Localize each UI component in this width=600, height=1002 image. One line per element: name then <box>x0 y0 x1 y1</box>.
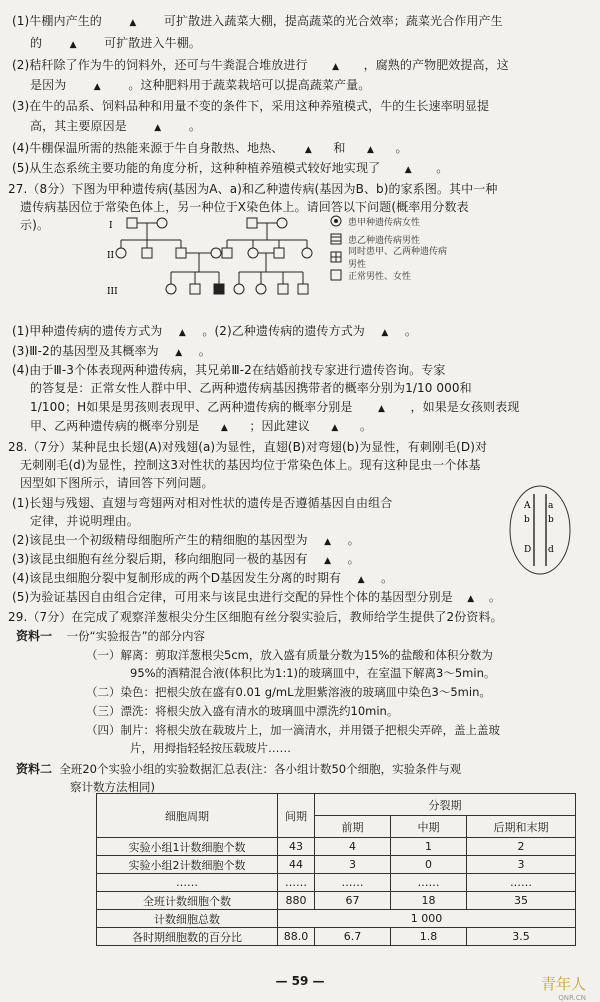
q27-answer-4c: 1/100；H如果是男孩则表现甲、乙两种遗传病的概率分别是 ▲ ，如果是女孩则表现 <box>30 400 519 417</box>
table-cell: 880 <box>278 892 315 910</box>
pedigree-female <box>302 248 312 258</box>
table-cell: 67 <box>315 892 391 910</box>
answer-blank[interactable]: ▲ <box>175 348 183 358</box>
legend-item: 同时患甲、乙两种遗传病男性 <box>330 248 450 266</box>
material-1-step-4: （四）制片：将根尖放在载玻片上，加一滴清水，并用镊子把根尖弄碎，盖上盖玻 <box>86 723 500 737</box>
gene-label: b <box>524 515 530 525</box>
pedigree-male <box>127 218 137 228</box>
table-row <box>97 892 576 910</box>
row-label: 计数细胞总数 <box>97 910 278 928</box>
answer-blank[interactable]: ▲ <box>357 575 365 585</box>
answer-blank[interactable]: ▲ <box>178 328 186 338</box>
gene-label: D <box>524 545 532 555</box>
q28-stem-3: 因型如下图所示，请回答下列问题。 <box>20 476 214 490</box>
table-row <box>97 928 576 946</box>
pedigree-female <box>248 248 258 258</box>
q28-sub-5: (5)为验证基因自由组合定律，可用来与该昆虫进行交配的异性个体的基因型分别是 ▲ 。 <box>12 590 501 607</box>
answer-blank[interactable]: ▲ <box>154 123 162 133</box>
answer-blank[interactable]: ▲ <box>129 18 137 28</box>
pedigree-female <box>256 284 266 294</box>
pedigree-male <box>142 248 152 258</box>
table-cell: 0 <box>391 856 467 874</box>
answer-blank[interactable]: ▲ <box>404 165 412 175</box>
q27-answer-4: (4)由于Ⅲ-3个体表现两种遗传病，其兄弟Ⅲ-2在结婚前找专家进行遗传咨询。专家 <box>12 363 446 377</box>
material-1-step-1b: 95%的酒精混合液(体积比为1:1)的玻璃皿中，在室温下解离3～5min。 <box>130 666 496 680</box>
legend-item: 正常男性、女性 <box>330 266 450 284</box>
pedigree-female <box>166 284 176 294</box>
row-label: …… <box>97 874 278 892</box>
q26-line-6: 高，其主要原因是 ▲ 。 <box>30 119 201 136</box>
table-cell: 35 <box>467 892 576 910</box>
table-cell: 1 000 <box>278 910 576 928</box>
answer-blank[interactable]: ▲ <box>304 145 312 155</box>
q26-line-5: (3)在牛的品系、饲料品种和用量不变的条件下，采用这种养殖模式，牛的生长速率明显提 <box>12 99 490 113</box>
pedigree-male <box>190 284 200 294</box>
answer-blank[interactable]: ▲ <box>324 556 332 566</box>
table-cell: 1.8 <box>391 928 467 946</box>
q28-sub-4: (4)该昆虫细胞分裂中复制形成的两个D基因发生分离的时期有 ▲ 。 <box>12 571 393 588</box>
q27-answer-3: (3)Ⅲ-2的基因型及其概率为 ▲ 。 <box>12 344 211 361</box>
material-2-note: 察计数方法相同) <box>70 780 155 794</box>
q27-stem-2: 遗传病基因位于常染色体上，另一种位于X染色体上。请回答以下问题(概率用分数表 <box>20 200 469 214</box>
page-number: — 59 — <box>275 974 325 988</box>
table-cell: …… <box>278 874 315 892</box>
q28-sub-1b: 定律，并说明理由。 <box>30 514 139 528</box>
header-cell: 细胞周期 <box>97 794 278 838</box>
q27-answer-4b: 的答复是：正常女性人群中甲、乙两种遗传病基因携带者的概率分别为1/10 000和 <box>30 381 472 395</box>
material-1-step-4b: 片，用拇指轻轻按压载玻片…… <box>130 741 291 755</box>
table-cell: 4 <box>315 838 391 856</box>
answer-blank[interactable]: ▲ <box>331 423 339 433</box>
pedigree-male <box>176 248 186 258</box>
answer-blank[interactable]: ▲ <box>378 404 386 414</box>
answer-blank[interactable]: ▲ <box>367 145 375 155</box>
q28-sub-2: (2)该昆虫一个初级精母细胞所产生的精细胞的基因型为 ▲ 。 <box>12 533 360 550</box>
answer-blank[interactable]: ▲ <box>324 537 332 547</box>
pedigree-male <box>298 284 308 294</box>
q27-answer-1: (1)甲种遗传病的遗传方式为 ▲ 。(2)乙种遗传病的遗传方式为 ▲ 。 <box>12 324 417 341</box>
square-grid-icon <box>330 251 342 263</box>
q28-sub-1: (1)长翅与残翅、直翅与弯翅两对相对性状的遗传是否遵循基因自由组合 <box>12 496 393 510</box>
circle-dot-icon <box>330 215 342 227</box>
pedigree-female <box>234 284 244 294</box>
table-row <box>97 910 576 928</box>
header-cell: 前期 <box>315 816 391 838</box>
pedigree-legend <box>330 212 450 284</box>
legend-item: 患乙种遗传病男性 <box>330 230 450 248</box>
answer-blank[interactable]: ▲ <box>381 328 389 338</box>
material-1-step-2: （二）染色：把根尖放在盛有0.01 g/mL龙胆紫溶液的玻璃皿中染色3～5min。 <box>86 685 491 699</box>
header-cell: 分裂期 <box>315 794 576 816</box>
row-label: 各时期细胞数的百分比 <box>97 928 278 946</box>
table-cell: …… <box>391 874 467 892</box>
table-cell: 3 <box>467 856 576 874</box>
pedigree-female <box>116 248 126 258</box>
material-2-heading: 资料二 全班20个实验小组的实验数据汇总表(注：各小组计数50个细胞，实验条件与观 <box>16 762 462 776</box>
header-cell: 后期和末期 <box>467 816 576 838</box>
pedigree-male <box>278 284 288 294</box>
table-row <box>97 856 576 874</box>
q26-line-1: (1)牛棚内产生的 ▲ 可扩散进入蔬菜大棚，提高蔬菜的光合效率；蔬菜光合作用产生 <box>12 14 503 31</box>
material-1-step-3: （三）漂洗：将根尖放入盛有清水的玻璃皿中漂洗约10min。 <box>86 704 399 718</box>
row-label: 实验小组1计数细胞个数 <box>97 838 278 856</box>
answer-blank[interactable]: ▲ <box>93 82 101 92</box>
table-cell: 6.7 <box>315 928 391 946</box>
table-cell: 44 <box>278 856 315 874</box>
q26-line-2: 的 ▲ 可扩散进入牛棚。 <box>30 36 201 53</box>
generation-label-2: II <box>107 251 115 261</box>
generation-label-1: I <box>109 221 113 231</box>
pedigree-female <box>211 248 221 258</box>
square-hatched-icon <box>330 233 342 245</box>
answer-blank[interactable]: ▲ <box>69 40 77 50</box>
row-label: 实验小组2计数细胞个数 <box>97 856 278 874</box>
q26-line-7: (4)牛棚保温所需的热能来源于牛自身散热、地热、 ▲ 和 ▲ 。 <box>12 141 408 158</box>
material-1-step-1: （一）解离：剪取洋葱根尖5cm，放入盛有质量分数为15%的盐酸和体积分数为 <box>86 648 493 662</box>
legend-item: 患甲种遗传病女性 <box>330 212 450 230</box>
pedigree-female <box>157 218 167 228</box>
q28-stem-2: 无刺刚毛(d)为显性，控制这3对性状的基因均位于常染色体上。现有这种昆虫一个体基 <box>20 458 481 472</box>
pedigree-male <box>247 218 257 228</box>
chromosome-diagram <box>508 484 572 576</box>
pedigree-male <box>222 248 232 258</box>
header-cell: 中期 <box>391 816 467 838</box>
table-cell: …… <box>315 874 391 892</box>
answer-blank[interactable]: ▲ <box>332 62 340 72</box>
q27-answer-4e: 甲、乙两种遗传病的概率分别是 ▲ ；因此建议 ▲ 。 <box>30 419 372 436</box>
answer-blank[interactable]: ▲ <box>220 423 228 433</box>
q28-stem-1: 28.（7分）某种昆虫长翅(A)对残翅(a)为显性，直翅(B)对弯翅(b)为显性，有刺刚毛(D)对 <box>8 440 488 454</box>
q26-line-3: (2)秸秆除了作为牛的饲料外，还可与牛粪混合堆放进行 ▲ ，腐熟的产物肥效提高，这 <box>12 58 509 75</box>
material-1-heading: 资料一 一份“实验报告”的部分内容 <box>16 629 206 643</box>
q26-line-8: (5)从生态系统主要功能的角度分析，这种种植养殖模式较好地实现了 ▲ 。 <box>12 161 448 178</box>
table-cell: 1 <box>391 838 467 856</box>
square-circle-icon <box>330 269 342 281</box>
table-cell: 3.5 <box>467 928 576 946</box>
data-table <box>96 793 576 946</box>
header-cell: 间期 <box>278 794 315 838</box>
q28-sub-3: (3)该昆虫细胞有丝分裂后期，移向细胞同一极的基因有 ▲ 。 <box>12 552 360 569</box>
q29-stem: 29.（7分）在完成了观察洋葱根尖分生区细胞有丝分裂实验后，教师给学生提供了2份资料。 <box>8 610 503 624</box>
site-logo: 青年人 QNR.CN <box>540 975 586 1002</box>
q26-line-4: 是因为 ▲ 。这种肥料用于蔬菜栽培可以提高蔬菜产量。 <box>30 78 370 95</box>
table-cell: 2 <box>467 838 576 856</box>
gene-label: A <box>524 501 531 511</box>
pedigree-male <box>274 248 284 258</box>
gene-label: b <box>548 515 554 525</box>
table-row <box>97 838 576 856</box>
pedigree-affected-male <box>214 284 224 294</box>
gene-label: a <box>548 501 554 511</box>
table-cell: 88.0 <box>278 928 315 946</box>
table-cell: 43 <box>278 838 315 856</box>
gene-label: d <box>548 545 554 555</box>
table-cell: …… <box>467 874 576 892</box>
generation-label-3: III <box>107 287 118 297</box>
table-row <box>97 874 576 892</box>
q27-stem-3: 示)。 <box>20 218 49 232</box>
answer-blank[interactable]: ▲ <box>467 594 475 604</box>
table-cell: 3 <box>315 856 391 874</box>
pedigree-female <box>277 218 287 228</box>
table-cell: 18 <box>391 892 467 910</box>
q27-stem-1: 27.（8分）下图为甲种遗传病(基因为A、a)和乙种遗传病(基因为B、b)的家系图。其中一种 <box>8 182 498 196</box>
row-label: 全班计数细胞个数 <box>97 892 278 910</box>
